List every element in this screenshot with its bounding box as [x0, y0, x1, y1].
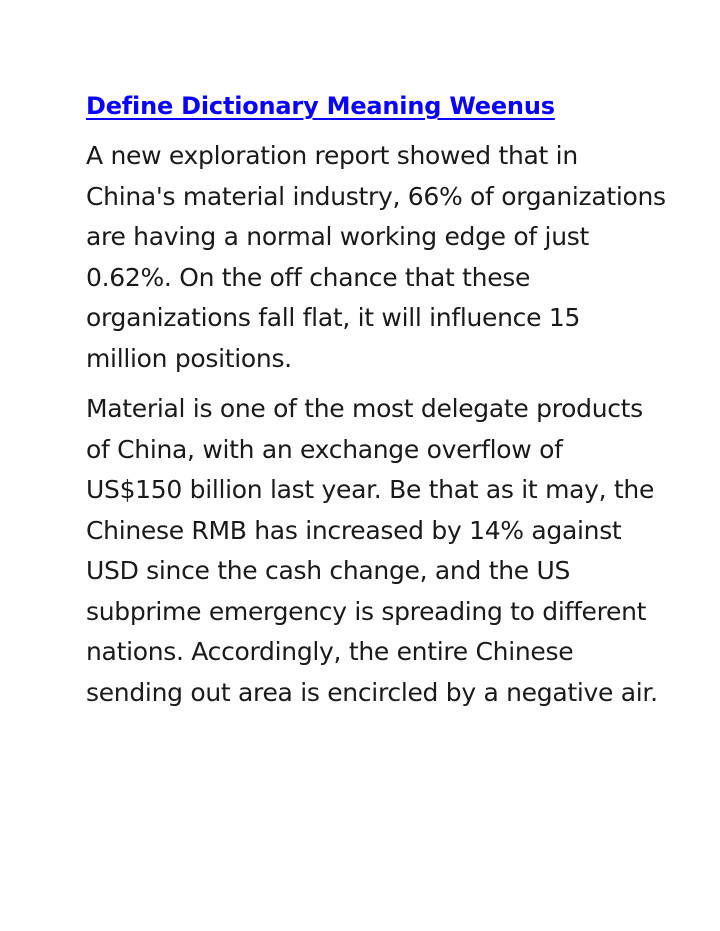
document-title-link[interactable]: Define Dictionary Meaning Weenus [86, 92, 555, 120]
paragraph-2: Material is one of the most delegate products of China, with an exchange overflow of US$150 billion last year. Be that as it may, the Chinese RMB has increased by 14% against USD since the cash change, and the US subprime emergency is spreading to different nations. Accordingly, the entire Chinese sending out area is encircled by a negative air. [86, 394, 658, 707]
paragraph-1: A new exploration report showed that in China's material industry, 66% of organizations are having a normal working edge of just 0.62%. On the off chance that these organizations fall flat, it will influence 15 million positions. [86, 141, 666, 373]
document-content [86, 86, 666, 713]
